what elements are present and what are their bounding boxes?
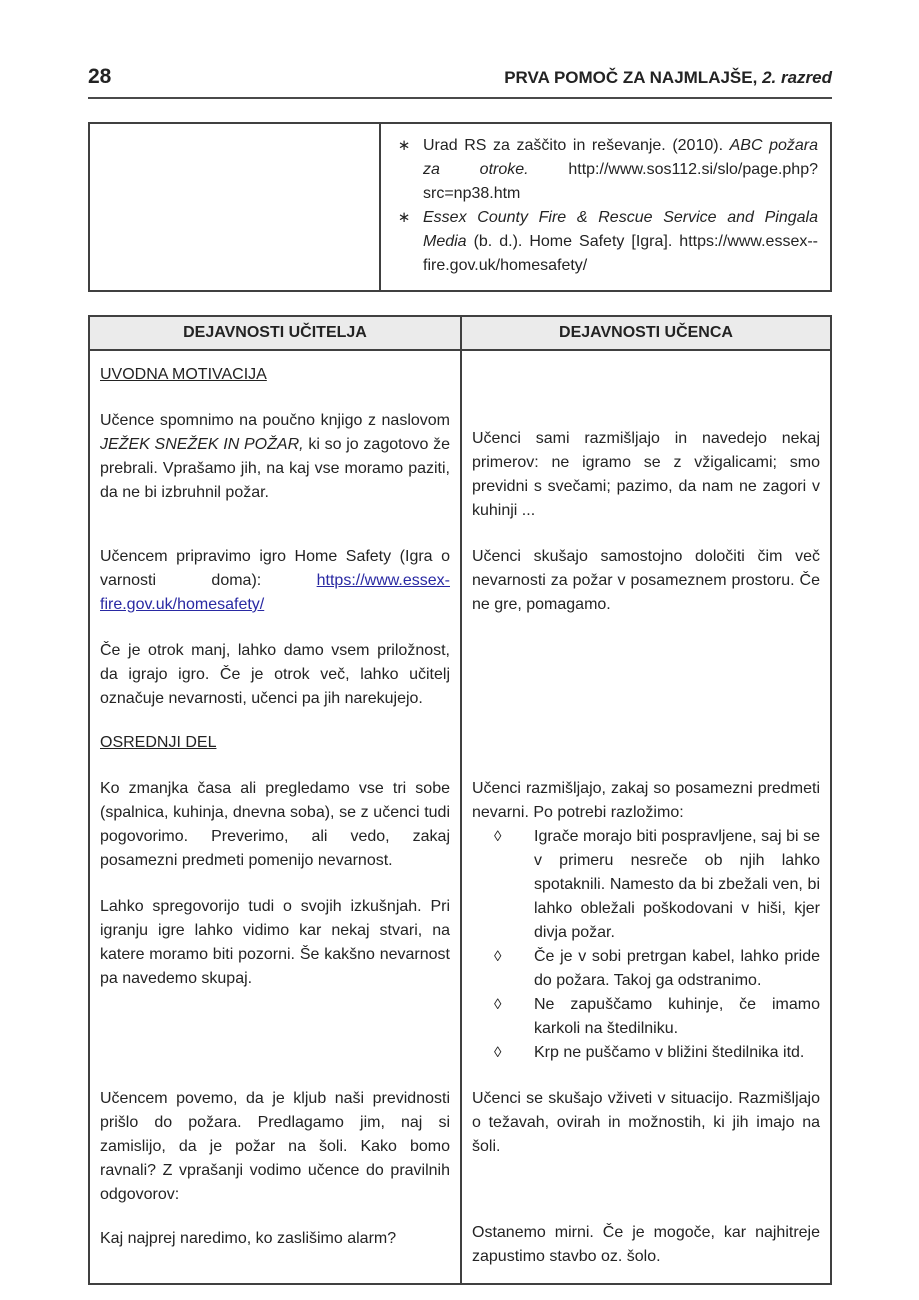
bullet-text: Igrače morajo biti pospravljene, saj bi se v primeru nesreče ob njih lahko spotaknili. Namesto da bi zbežali ven, bi lahko obležali poškodovani v hiši, kjer divja požar. xyxy=(534,828,820,941)
teacher-paragraph xyxy=(100,409,450,505)
student-cell-hazards xyxy=(460,523,830,617)
teacher-cell-motivation xyxy=(90,351,460,523)
diamond-bullet-icon: ◊ xyxy=(494,996,502,1013)
diamond-bullet-icon: ◊ xyxy=(494,948,502,965)
paragraph-segment: Učencem pripravimo igro Home Safety (Igra o varnosti doma): xyxy=(100,548,450,589)
student-paragraph: Ostanemo mirni. Če je mogoče, kar najhitreje zapustimo stavbo oz. šolo. xyxy=(472,1224,820,1265)
teacher-paragraph: Kaj najprej naredimo, ko zaslišimo alarm? xyxy=(100,1230,397,1247)
student-paragraph: Učenci razmišljajo, zakaj so posamezni predmeti nevarni. Po potrebi razložimo: xyxy=(472,780,820,821)
teacher-cell-discussion xyxy=(90,755,460,1065)
reference-title-italic: ABC požara za otroke. xyxy=(423,137,819,178)
references-cell xyxy=(379,124,830,290)
references-table xyxy=(88,122,832,292)
teacher-cell-alarm-question xyxy=(90,1207,460,1283)
section-title-osrednji-del: OSREDNJI DEL xyxy=(100,734,217,751)
asterisk-bullet-icon: ∗ xyxy=(397,209,411,226)
teacher-paragraph: Lahko spregovorijo tudi o svojih izkušnjah. Pri igranju igre lahko vidimo kar nekaj stvari, na katere moramo biti pozorni. Še kakšno nevarnost pa navedemo skupaj. xyxy=(100,898,450,987)
activities-table-body xyxy=(90,351,830,1283)
bullet-text: Ne zapuščamo kuhinje, če imamo karkoli na štedilniku. xyxy=(534,996,820,1037)
reference-text xyxy=(423,134,818,206)
list-item xyxy=(472,1041,820,1065)
bullet-text: Krp ne puščamo v bližini štedilnika itd. xyxy=(534,1044,805,1061)
list-item xyxy=(472,825,820,945)
student-paragraph: Učenci sami razmišljajo in navedejo nekaj primerov: ne igramo se z vžigalicami; smo previdni s svečami; pazimo, da nam ne zagori v kuhinji ... xyxy=(472,430,820,519)
reference-url: (b. d.). Home Safety [Igra]. https://www.essex--fire.gov.uk/homesafety/ xyxy=(423,233,818,274)
list-item xyxy=(472,993,820,1041)
asterisk-bullet-icon: ∗ xyxy=(397,137,411,154)
book-title-italic: JEŽEK SNEŽEK IN POŽAR, xyxy=(100,436,304,453)
page-number: 28 xyxy=(88,65,112,88)
paragraph-segment: Učence spomnimo na poučno knjigo z naslovom xyxy=(100,412,450,429)
reference-item xyxy=(385,206,818,278)
student-cell-situation xyxy=(460,1065,830,1207)
student-cell-empty xyxy=(460,617,830,711)
student-paragraph: Učenci skušajo samostojno določiti čim več nevarnosti za požar v posameznem prostoru. Če ne gre, pomagamo. xyxy=(472,548,820,613)
teacher-paragraph xyxy=(100,545,450,617)
diamond-bullet-icon: ◊ xyxy=(494,1044,502,1061)
hazard-bullet-list xyxy=(472,825,820,1065)
teacher-paragraph: Učencem povemo, da je kljub naši previdnosti prišlo do požara. Predlagamo jim, naj si zamislijo, da je požar na šoli. Kako bomo ravnali? Z vprašanji vodimo učence do pravilnih odgovorov: xyxy=(100,1090,450,1203)
teacher-cell-fire-scenario xyxy=(90,1065,460,1207)
references-empty-cell xyxy=(90,124,379,290)
reference-item xyxy=(385,134,818,206)
homesafety-link[interactable]: https://www.essex-fire.gov.uk/homesafety/ xyxy=(100,572,450,613)
running-title xyxy=(504,68,832,88)
reference-url: http://www.sos112.si/slo/page.php?src=np38.htm xyxy=(423,161,818,202)
reference-pre: Urad RS za zaščito in reševanje. (2010). xyxy=(423,137,730,154)
student-cell-stay-calm xyxy=(460,1207,830,1283)
diamond-bullet-icon: ◊ xyxy=(494,828,502,845)
student-cell-reasoning xyxy=(460,755,830,1065)
teacher-cell-group-options xyxy=(90,617,460,711)
teacher-cell-main-part xyxy=(90,711,460,755)
bullet-text: Če je v sobi pretrgan kabel, lahko pride do požara. Takoj ga odstranimo. xyxy=(534,948,820,989)
student-cell-examples xyxy=(460,351,830,523)
references-list xyxy=(385,134,818,278)
teacher-paragraph: Če je otrok manj, lahko damo vsem priložnost, da igrajo igro. Če je otrok več, lahko učitelj označuje nevarnosti, učenci pa jih narekujejo. xyxy=(100,642,450,707)
section-title-uvodna-motivacija: UVODNA MOTIVACIJA xyxy=(100,366,267,383)
student-cell-empty xyxy=(460,711,830,755)
activities-table xyxy=(88,315,832,1285)
teacher-paragraph: Ko zmanjka časa ali pregledamo vse tri sobe (spalnica, kuhinja, dnevna soba), se z učenci tudi pogovorimo. Preverimo, ali vedo, zakaj posamezni predmeti pomenijo nevarnost. xyxy=(100,780,450,869)
paragraph-segment: ki so jo zagotovo že prebrali. Vprašamo jih, na kaj vse moramo paziti, da ne bi izbruhnil požar. xyxy=(100,436,451,501)
reference-text xyxy=(423,206,818,278)
activities-table-header xyxy=(90,317,830,351)
reference-title-italic: Essex County Fire & Rescue Service and Pingala Media xyxy=(423,209,818,250)
student-column-header: DEJAVNOSTI UČENCA xyxy=(460,317,830,349)
teacher-column-header: DEJAVNOSTI UČITELJA xyxy=(183,324,367,341)
running-title-grade: 2. razred xyxy=(762,68,832,87)
list-item xyxy=(472,945,820,993)
running-title-main: PRVA POMOČ ZA NAJMLAJŠE, xyxy=(504,68,763,87)
student-paragraph: Učenci se skušajo vživeti v situacijo. Razmišljajo o težavah, ovirah in možnostih, ki jih imajo na šoli. xyxy=(472,1090,820,1155)
page-header xyxy=(88,0,832,99)
teacher-cell-game xyxy=(90,523,460,617)
